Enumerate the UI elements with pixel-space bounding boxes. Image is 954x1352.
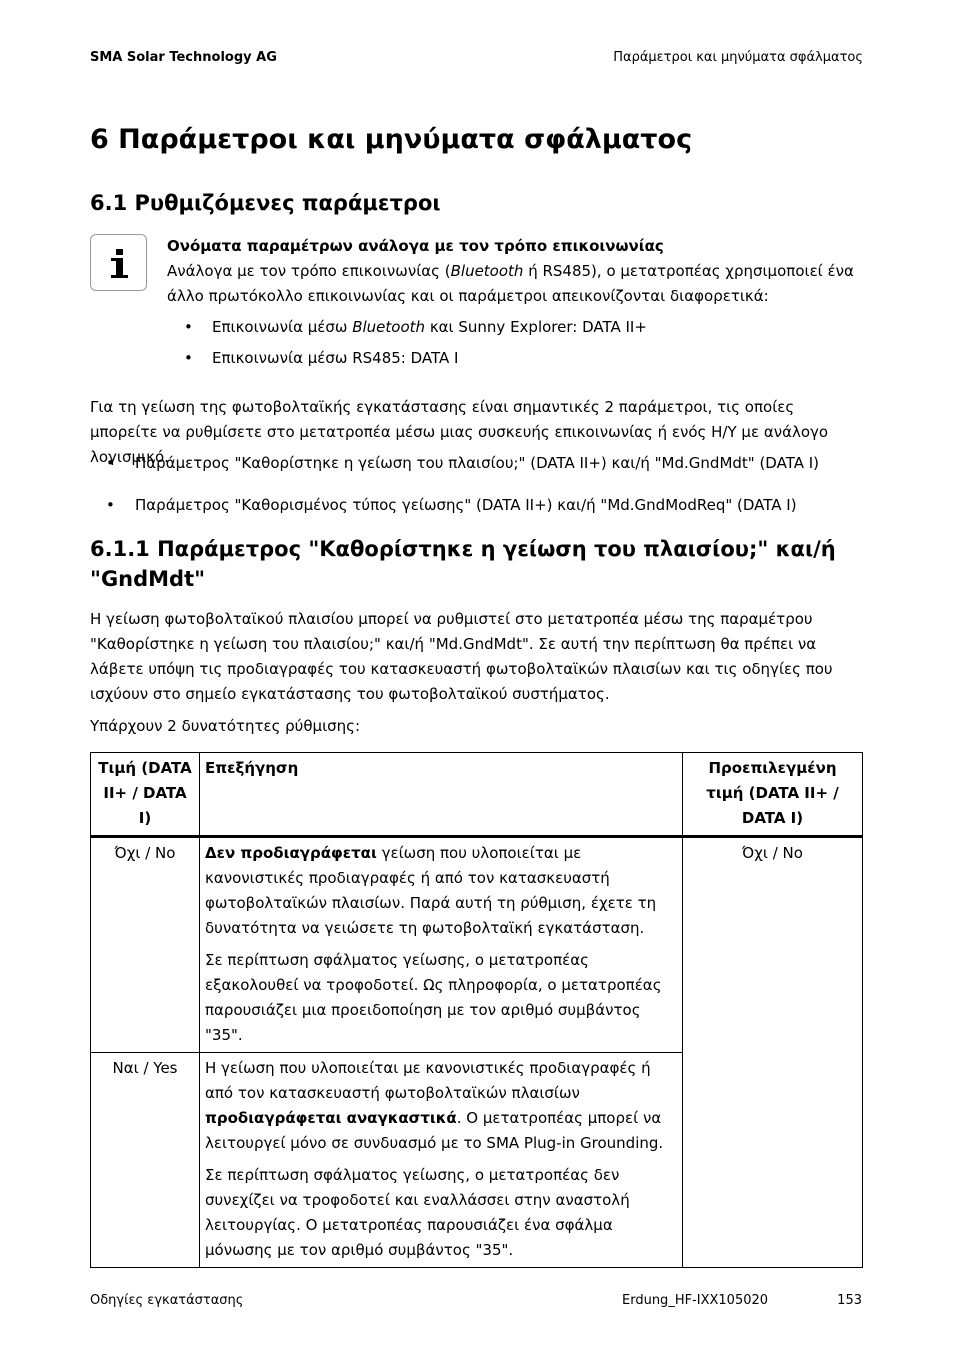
explanation-text: γείωση που υλοποιείται με κανονιστικές προδιαγραφές ή από τον κατασκευαστή φωτοβολταϊκών πλαισίων. Παρά αυτή τη ρύθμιση, έχετε τη δυνατότητα να γειώσετε τη φωτοβολταϊκή εγκατάσταση. — [205, 844, 657, 937]
footer-doc-type: Οδηγίες εγκατάστασης — [90, 1293, 244, 1308]
info-icon — [90, 234, 147, 291]
cell-value: Όχι / No — [91, 837, 200, 1053]
note-text-part: ή RS485), ο μετατροπέας χρησιμοποιεί ένα άλλο πρωτόκολλο επικοινωνίας και οι παράμετροι απεικονίζονται διαφορετικά: — [167, 262, 854, 305]
subsection-title: 6.1.1 Παράμετρος "Καθορίστηκε η γείωση του πλαισίου;" και/ή "GndMdt" — [90, 537, 836, 591]
footer-doc-id: Erdung_HF-IXX105020 — [622, 1293, 769, 1308]
header-section: Παράμετροι και μηνύματα σφάλματος — [613, 50, 863, 65]
note-bullet-part: Επικοινωνία μέσω — [212, 318, 353, 336]
cell-explanation — [200, 837, 683, 1053]
intro-paragraph: Για τη γείωση της φωτοβολταϊκής εγκατάστασης είναι σημαντικές 2 παράμετροι, τις οποίες μπορείτε να ρυθμίσετε στο μετατροπέα μέσω μιας συσκευής επικοινωνίας ή ενός Η/Υ με ανάλογο λογισμικό. — [90, 398, 829, 466]
parameter-item: • Παράμετρος "Καθορισμένος τύπος γείωσης" (DATA II+) και/ή "Md.GndModReq" (DATA I) — [90, 493, 880, 518]
parameter-table — [90, 752, 863, 1268]
header-default: Προεπιλεγμένη τιμή (DATA II+ / DATA I) — [683, 753, 863, 837]
header-explanation: Επεξήγηση — [200, 753, 683, 837]
explanation-paragraph: Σε περίπτωση σφάλματος γείωσης, ο μετατροπέας δεν συνεχίζει να τροφοδοτεί και εναλλάσσει στην αναστολή λειτουργίας. Ο μετατροπέας παρουσιάζει ένα σφάλμα μόνωσης με τον αριθμό συμβάντος "35". — [205, 1166, 630, 1259]
parameter-list — [90, 451, 880, 535]
cell-explanation — [200, 1053, 683, 1268]
note-bullet-part: και Sunny Explorer: DATA II+ — [425, 318, 647, 336]
note-title: Ονόματα παραμέτρων ανάλογα με τον τρόπο επικοινωνίας — [167, 237, 664, 255]
explanation-text: Η γείωση που υλοποιείται με κανονιστικές προδιαγραφές ή από τον κατασκευαστή φωτοβολταϊκών πλαισίων — [205, 1059, 651, 1102]
info-note — [167, 234, 857, 377]
section-title: 6.1 Ρυθμιζόμενες παράμετροι — [90, 191, 441, 215]
note-text — [167, 259, 857, 309]
note-text-part: Ανάλογα με τον τρόπο επικοινωνίας ( — [167, 262, 451, 280]
explanation-paragraph — [205, 1056, 677, 1156]
options-intro: Υπάρχουν 2 δυνατότητες ρύθμισης: — [90, 717, 361, 735]
note-text-italic: Bluetooth — [450, 262, 524, 280]
table-row — [91, 837, 863, 1053]
explanation-paragraph: Σε περίπτωση σφάλματος γείωσης, ο μετατροπέας εξακολουθεί να τροφοδοτεί. Ως πληροφορία, ο μετατροπέας παρουσιάζει μια προειδοποίηση με τον αριθμό συμβάντος "35". — [205, 951, 662, 1044]
explanation-bold: Δεν προδιαγράφεται — [205, 844, 377, 862]
note-bullet: • Επικοινωνία μέσω RS485: DATA I — [167, 346, 857, 371]
header-value: Τιμή (DATA II+ / DATA I) — [91, 753, 200, 837]
chapter-title: 6 Παράμετροι και μηνύματα σφάλματος — [90, 124, 693, 155]
note-bullet — [167, 315, 857, 340]
cell-default: Όχι / No — [683, 837, 863, 1268]
explanation-paragraph — [205, 841, 677, 941]
table-header-row — [91, 753, 863, 837]
section-paragraph: Η γείωση φωτοβολταϊκού πλαισίου μπορεί να ρυθμιστεί στο μετατροπέα μέσω της παραμέτρου "Καθορίστηκε η γείωση του πλαισίου;" και/ή "Md.GndMdt". Σε αυτή την περίπτωση θα πρέπει να λάβετε υπόψη τις προδιαγραφές του κατασκευαστή φωτοβολταϊκών πλαισίων και τις οδηγίες που ισχύουν στο σημείο εγκατάστασης του φωτοβολταϊκού συστήματος. — [90, 610, 833, 703]
note-bullet-italic: Bluetooth — [352, 318, 426, 336]
explanation-text: . Ο μετατροπέας μπορεί να λειτουργεί μόνο σε συνδυασμό με το SMA Plug-in Grounding. — [205, 1109, 664, 1152]
page-number: 153 — [837, 1293, 862, 1308]
cell-value: Ναι / Yes — [91, 1053, 200, 1268]
explanation-bold: προδιαγράφεται αναγκαστικά — [205, 1109, 457, 1127]
note-bullet-list — [167, 315, 857, 371]
header-company: SMA Solar Technology AG — [90, 50, 277, 65]
parameter-item: • Παράμετρος "Καθορίστηκε η γείωση του πλαισίου;" (DATA II+) και/ή "Md.GndMdt" (DATA I) — [90, 451, 880, 476]
